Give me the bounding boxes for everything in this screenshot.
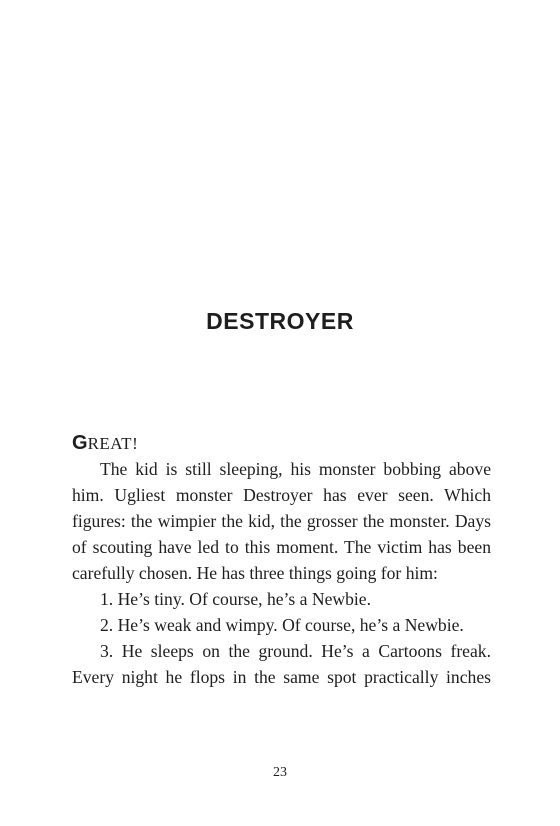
list-item: 3. He sleeps on the ground. He’s a Cartoons freak. Every night he flops in the same spot practically inches: [72, 641, 491, 687]
chapter-body: [72, 430, 491, 690]
paragraph: The kid is still sleeping, his monster bobbing above him. Ugliest monster Destroyer has ever seen. Which figures: the wimpier the kid, the grosser the monster. Days of scouting have led to this moment. The victim has been carefully chosen. He has three things going for him:: [72, 459, 491, 583]
list-item: 2. He’s weak and wimpy. Of course, he’s a Newbie.: [100, 615, 464, 635]
page-number: 23: [273, 765, 287, 780]
chapter-opener: [72, 430, 491, 456]
opener-initial: G: [72, 432, 88, 454]
list-item: 1. He’s tiny. Of course, he’s a Newbie.: [100, 589, 372, 609]
chapter-title: DESTROYER: [206, 308, 354, 334]
opener-rest: REAT!: [87, 434, 139, 453]
